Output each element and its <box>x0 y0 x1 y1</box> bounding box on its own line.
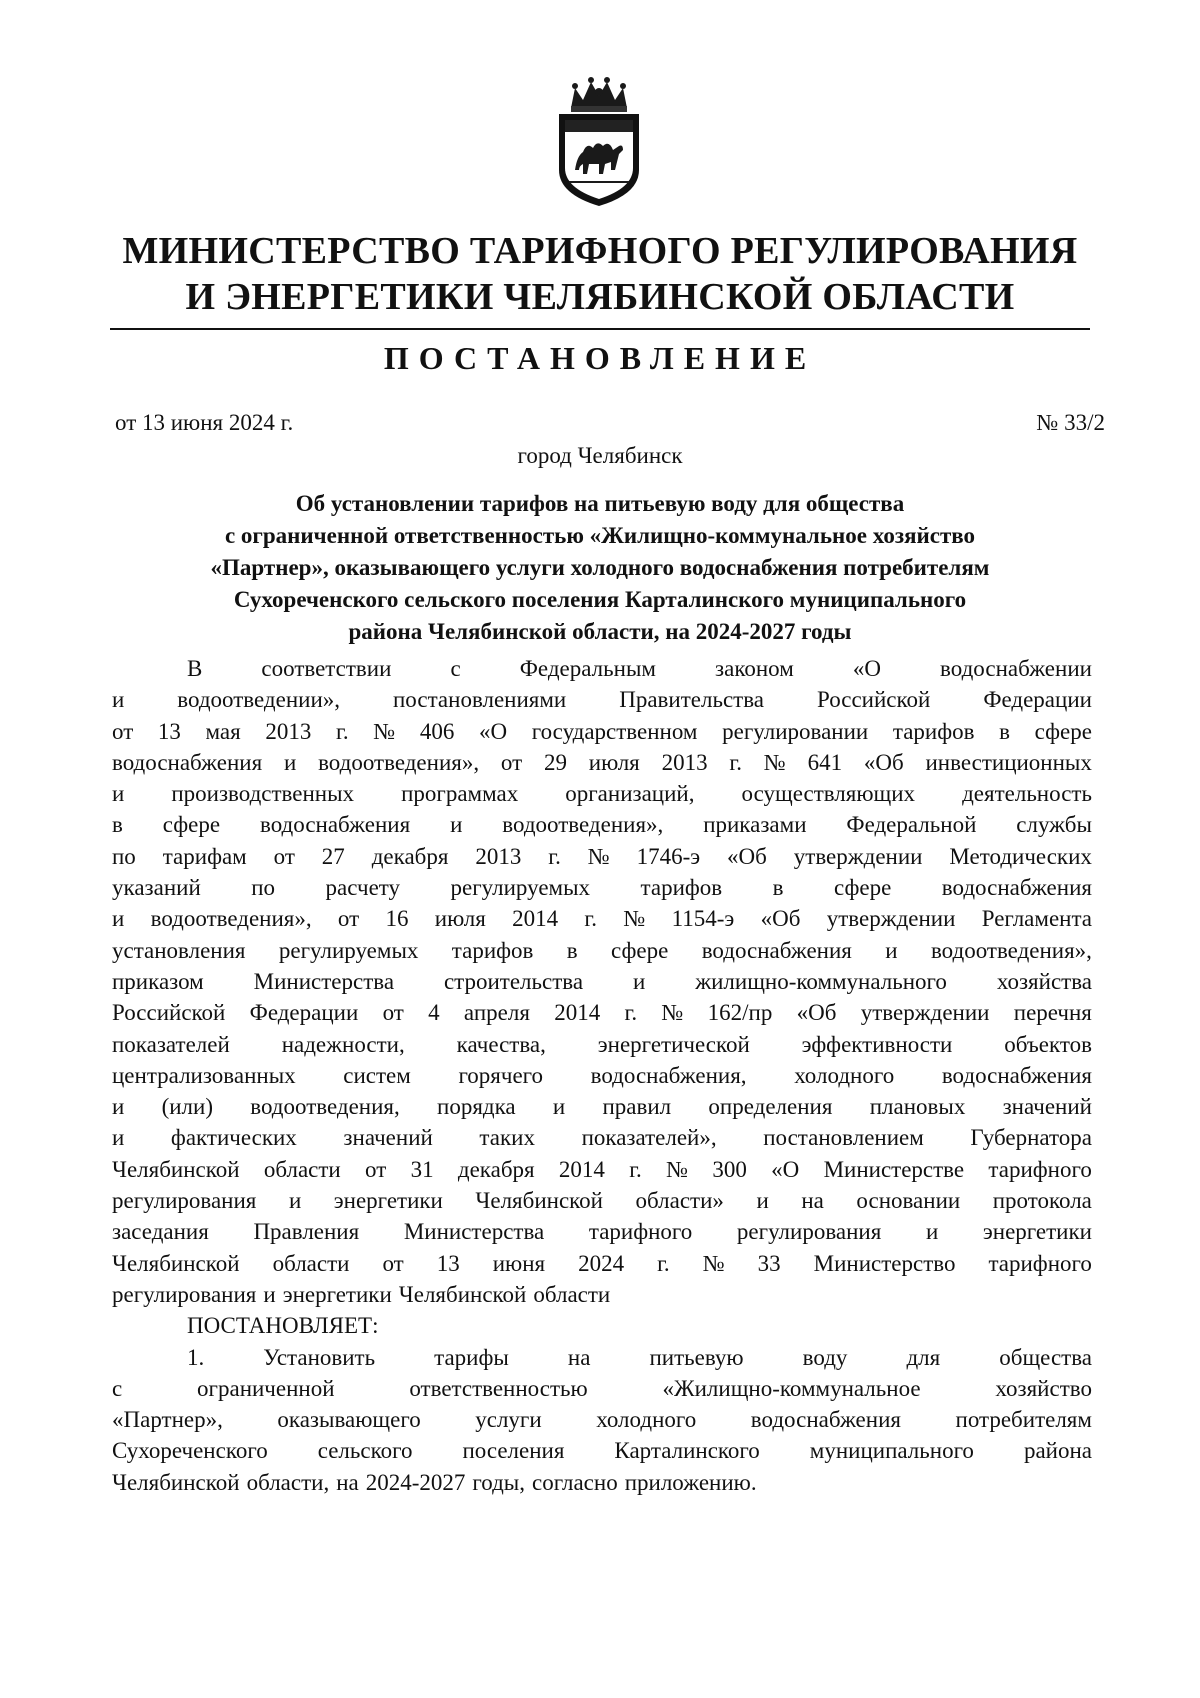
body-line: от 13 мая 2013 г. № 406 «О государственном регулировании тарифов в сфере <box>112 718 1092 744</box>
body-line: установления регулируемых тарифов в сфере водоснабжения и водоотведения», <box>112 937 1092 963</box>
item1-line: с ограниченной ответственностью «Жилищно-коммунальное хозяйство <box>112 1375 1092 1401</box>
body-line: регулирования и энергетики Челябинской области <box>112 1281 611 1307</box>
item1-line: Челябинской области, на 2024-2027 годы, согласно приложению. <box>112 1469 757 1495</box>
body-line: по тарифам от 27 декабря 2013 г. № 1746-э «Об утверждении Методических <box>112 843 1092 869</box>
body-line: приказом Министерства строительства и жилищно-коммунального хозяйства <box>112 968 1092 994</box>
ministry-name-line2: И ЭНЕРГЕТИКИ ЧЕЛЯБИНСКОЙ ОБЛАСТИ <box>185 276 1015 318</box>
coat-of-arms-icon <box>549 70 649 210</box>
title-line: «Партнер», оказывающего услуги холодного водоснабжения потребителям <box>210 555 990 580</box>
title-line: с ограниченной ответственностью «Жилищно-коммунальное хозяйство <box>224 523 976 548</box>
body-line: водоснабжения и водоотведения», от 29 июля 2013 г. № 641 «Об инвестиционных <box>112 749 1092 775</box>
document-city: город Челябинск <box>517 443 683 468</box>
ministry-name-line1: МИНИСТЕРСТВО ТАРИФНОГО РЕГУЛИРОВАНИЯ <box>122 230 1078 272</box>
body-line: регулирования и энергетики Челябинской области» и на основании протокола <box>112 1188 1092 1214</box>
body-line: В соответствии с Федеральным законом «О водоснабжении <box>187 656 1092 681</box>
body-line: Российской Федерации от 4 апреля 2014 г. № 162/пр «Об утверждении перечня <box>112 1000 1092 1026</box>
body-line: и водоотведении», постановлениями Правительства Российской Федерации <box>112 687 1092 713</box>
header-divider <box>110 328 1090 330</box>
document-date: от 13 июня 2024 г. <box>115 410 294 435</box>
title-line: Сухореченского сельского поселения Карталинского муниципального <box>233 587 967 612</box>
item1-line: 1. Установить тарифы на питьевую воду для общества <box>187 1344 1092 1370</box>
body-line: Челябинской области от 31 декабря 2014 г. № 300 «О Министерстве тарифного <box>112 1156 1092 1182</box>
item1-line: Сухореченского сельского поселения Карталинского муниципального района <box>112 1438 1092 1464</box>
resolves-label: ПОСТАНОВЛЯЕТ: <box>187 1313 379 1339</box>
document-title <box>110 488 1090 648</box>
body-line: показателей надежности, качества, энергетической эффективности объектов <box>112 1031 1092 1057</box>
body-line: указаний по расчету регулируемых тарифов в сфере водоснабжения <box>112 875 1092 901</box>
body-line: Челябинской области от 13 июня 2024 г. № 33 Министерство тарифного <box>112 1250 1092 1276</box>
body-line: и водоотведения», от 16 июля 2014 г. № 1154-э «Об утверждении Регламента <box>112 906 1092 932</box>
document-body <box>112 653 1092 1498</box>
body-line: и производственных программах организаций, осуществляющих деятельность <box>112 781 1092 807</box>
body-line: централизованных систем горячего водоснабжения, холодного водоснабжения <box>112 1062 1092 1088</box>
body-line: и (или) водоотведения, порядка и правил определения плановых значений <box>112 1094 1092 1120</box>
title-line: района Челябинской области, на 2024-2027 годы <box>348 619 852 644</box>
item1-line: «Партнер», оказывающего услуги холодного водоснабжения потребителям <box>112 1407 1092 1433</box>
body-line: в сфере водоснабжения и водоотведения», приказами Федеральной службы <box>112 812 1092 838</box>
document-number: № 33/2 <box>1036 410 1105 435</box>
document-type: ПОСТАНОВЛЕНИЕ <box>383 340 817 376</box>
body-line: заседания Правления Министерства тарифного регулирования и энергетики <box>112 1219 1092 1245</box>
title-line: Об установлении тарифов на питьевую воду для общества <box>295 491 905 516</box>
body-line: и фактических значений таких показателей», постановлением Губернатора <box>112 1125 1092 1151</box>
